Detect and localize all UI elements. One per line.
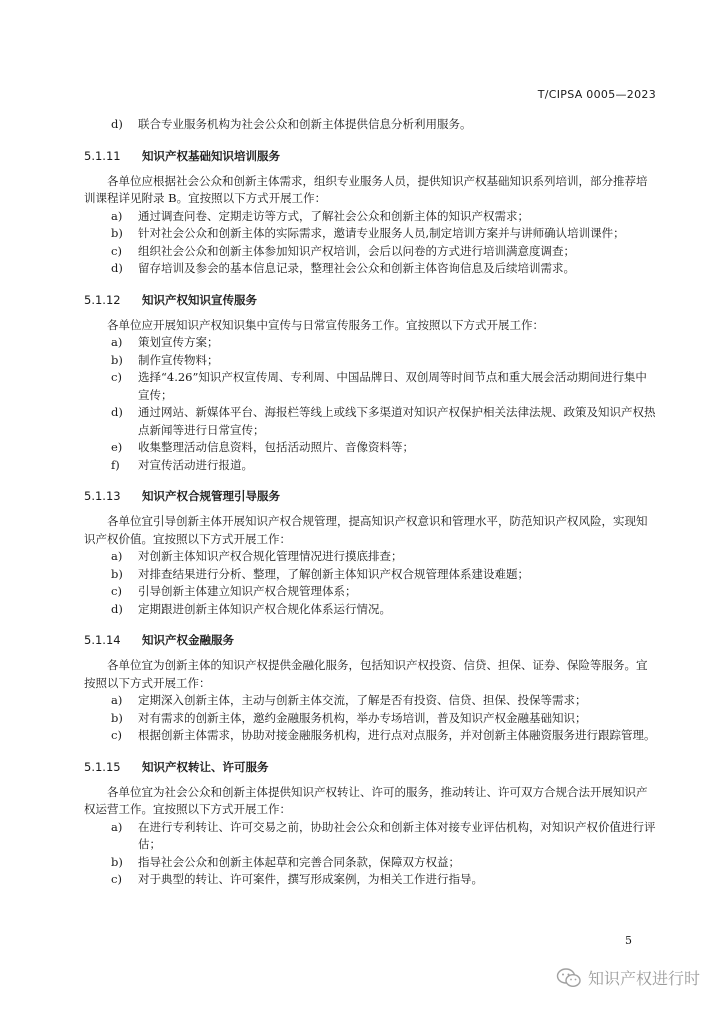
sections	[84, 148, 656, 889]
item-text: 选择“4.26”知识产权宣传周、专利周、中国品牌日、双创周等时间节点和重大展会活动期间进行集中宣传；	[138, 370, 647, 402]
item-text: 对于典型的转让、许可案件，撰写形成案例，为相关工作进行指导。	[138, 872, 483, 886]
item-marker: d)	[111, 601, 123, 616]
item-marker: c)	[111, 584, 122, 598]
item-marker: b)	[111, 854, 123, 869]
section-heading	[84, 148, 656, 165]
item-text: 组织社会公众和创新主体参加知识产权培训，会后以问卷的方式进行培训满意度调查；	[138, 243, 575, 258]
list-item	[84, 871, 656, 889]
item-text: 引导创新主体建立知识产权合规管理体系；	[138, 584, 357, 598]
section-number: 5.1.12	[84, 292, 121, 307]
item-text: 定期深入创新主体，主动与创新主体交流，了解是否有投资、信贷、担保、投保等需求；	[138, 693, 587, 707]
section-heading	[84, 488, 656, 505]
list-item	[84, 710, 656, 728]
list-item	[84, 369, 656, 404]
section-intro: 各单位应开展知识产权知识集中宣传与日常宣传服务工作。宜按照以下方式开展工作：	[107, 317, 544, 332]
list-item	[84, 583, 656, 601]
section-title: 知识产权知识宣传服务	[142, 292, 257, 307]
list-item	[84, 548, 656, 566]
wechat-icon	[556, 967, 582, 989]
item-marker: d)	[111, 405, 123, 419]
item-marker: a)	[111, 819, 123, 834]
list-item	[84, 601, 656, 619]
item-marker: b)	[111, 566, 123, 581]
item-text: 对宣传活动进行报道。	[138, 457, 253, 472]
list-item	[84, 225, 656, 243]
item-text: 定期跟进创新主体知识产权合规化体系运行情况。	[138, 601, 391, 616]
item-text: 根据创新主体需求，协助对接金融服务机构，进行点对点服务，并对创新主体融资服务进行跟踪管理。	[138, 728, 656, 742]
list-item	[84, 439, 656, 457]
item-marker: d)	[111, 117, 123, 131]
item-text: 通过网站、新媒体平台、海报栏等线上或线下多渠道对知识产权保护相关法律法规、政策及知识产权热点新闻等进行日常宣传；	[138, 405, 656, 437]
list-item	[84, 208, 656, 226]
section-heading	[84, 292, 656, 309]
section	[84, 759, 656, 889]
document-number: T/CIPSA 0005—2023	[537, 88, 656, 101]
item-text: 通过调查问卷、定期走访等方式，了解社会公众和创新主体的知识产权需求；	[138, 208, 529, 223]
item-marker: b)	[111, 352, 123, 367]
item-marker: a)	[111, 208, 123, 223]
watermark	[556, 966, 700, 989]
list-item	[84, 566, 656, 584]
page-number: 5	[625, 934, 632, 947]
item-marker: c)	[111, 728, 122, 742]
list-item	[84, 819, 656, 854]
document-body	[84, 116, 656, 889]
item-marker: d)	[111, 261, 123, 275]
list-item	[84, 116, 656, 134]
item-marker: f)	[111, 457, 120, 472]
list-item	[84, 334, 656, 352]
section-title: 知识产权金融服务	[142, 633, 234, 647]
section-title: 知识产权转让、许可服务	[142, 759, 269, 774]
item-marker: c)	[111, 370, 122, 384]
watermark-text: 知识产权进行时	[587, 969, 700, 988]
list-item	[84, 243, 656, 261]
section-title: 知识产权合规管理引导服务	[142, 489, 280, 503]
item-text: 在进行专利转让、许可交易之前，协助社会公众和创新主体对接专业评估机构，对知识产权价值进行评估；	[138, 819, 656, 851]
list-item	[84, 727, 656, 745]
item-marker: c)	[111, 243, 122, 258]
list-item	[84, 260, 656, 278]
item-marker: a)	[111, 335, 123, 349]
section	[84, 292, 656, 475]
section	[84, 632, 656, 745]
item-text: 指导社会公众和创新主体起草和完善合同条款，保障双方权益；	[138, 854, 460, 869]
section-heading	[84, 632, 656, 649]
section	[84, 488, 656, 618]
list-item	[84, 457, 656, 475]
item-marker: a)	[111, 693, 123, 707]
section-number: 5.1.14	[84, 633, 121, 647]
item-text: 针对社会公众和创新主体的实际需求，邀请专业服务人员,制定培训方案并与讲师确认培训课件；	[138, 226, 625, 240]
section-intro: 各单位应根据社会公众和创新主体需求，组织专业服务人员，提供知识产权基础知识系列培训，部分推荐培训课程详见附录 B。宜按照以下方式开展工作：	[84, 173, 648, 205]
item-text: 对有需求的创新主体，邀约金融服务机构，举办专场培训，普及知识产权金融基础知识；	[138, 710, 587, 725]
section-number: 5.1.15	[84, 759, 121, 774]
section-heading	[84, 759, 656, 776]
list-item	[84, 404, 656, 439]
section-intro: 各单位宜为社会公众和创新主体提供知识产权转让、许可的服务，推动转让、许可双方合规合法开展知识产权运营工作。宜按照以下方式开展工作：	[84, 784, 648, 816]
section	[84, 148, 656, 278]
item-text: 联合专业服务机构为社会公众和创新主体提供信息分析利用服务。	[138, 117, 472, 131]
item-marker: b)	[111, 710, 123, 725]
item-text: 制作宣传物料；	[138, 352, 219, 367]
item-text: 收集整理活动信息资料，包括活动照片、音像资料等；	[138, 440, 414, 454]
list-item	[84, 352, 656, 370]
item-text: 策划宣传方案；	[138, 335, 219, 349]
section-intro: 各单位宜为创新主体的知识产权提供金融化服务，包括知识产权投资、信贷、担保、证券、保险等服务。宜按照以下方式开展工作：	[84, 658, 648, 690]
item-marker: c)	[111, 872, 122, 886]
list-item	[84, 854, 656, 872]
item-marker: a)	[111, 549, 123, 563]
section-title: 知识产权基础知识培训服务	[142, 148, 280, 163]
section-intro: 各单位宜引导创新主体开展知识产权合规管理，提高知识产权意识和管理水平，防范知识产权风险，实现知识产权价值。宜按照以下方式开展工作：	[84, 514, 648, 546]
item-text: 对创新主体知识产权合规化管理情况进行摸底排查；	[138, 549, 403, 563]
item-text: 对排查结果进行分析、整理，了解创新主体知识产权合规管理体系建设难题；	[138, 566, 529, 581]
item-marker: e)	[111, 440, 123, 454]
item-text: 留存培训及参会的基本信息记录，整理社会公众和创新主体咨询信息及后续培训需求。	[138, 261, 575, 275]
item-marker: b)	[111, 226, 123, 240]
section-number: 5.1.13	[84, 489, 121, 503]
section-number: 5.1.11	[84, 148, 121, 163]
list-item	[84, 692, 656, 710]
